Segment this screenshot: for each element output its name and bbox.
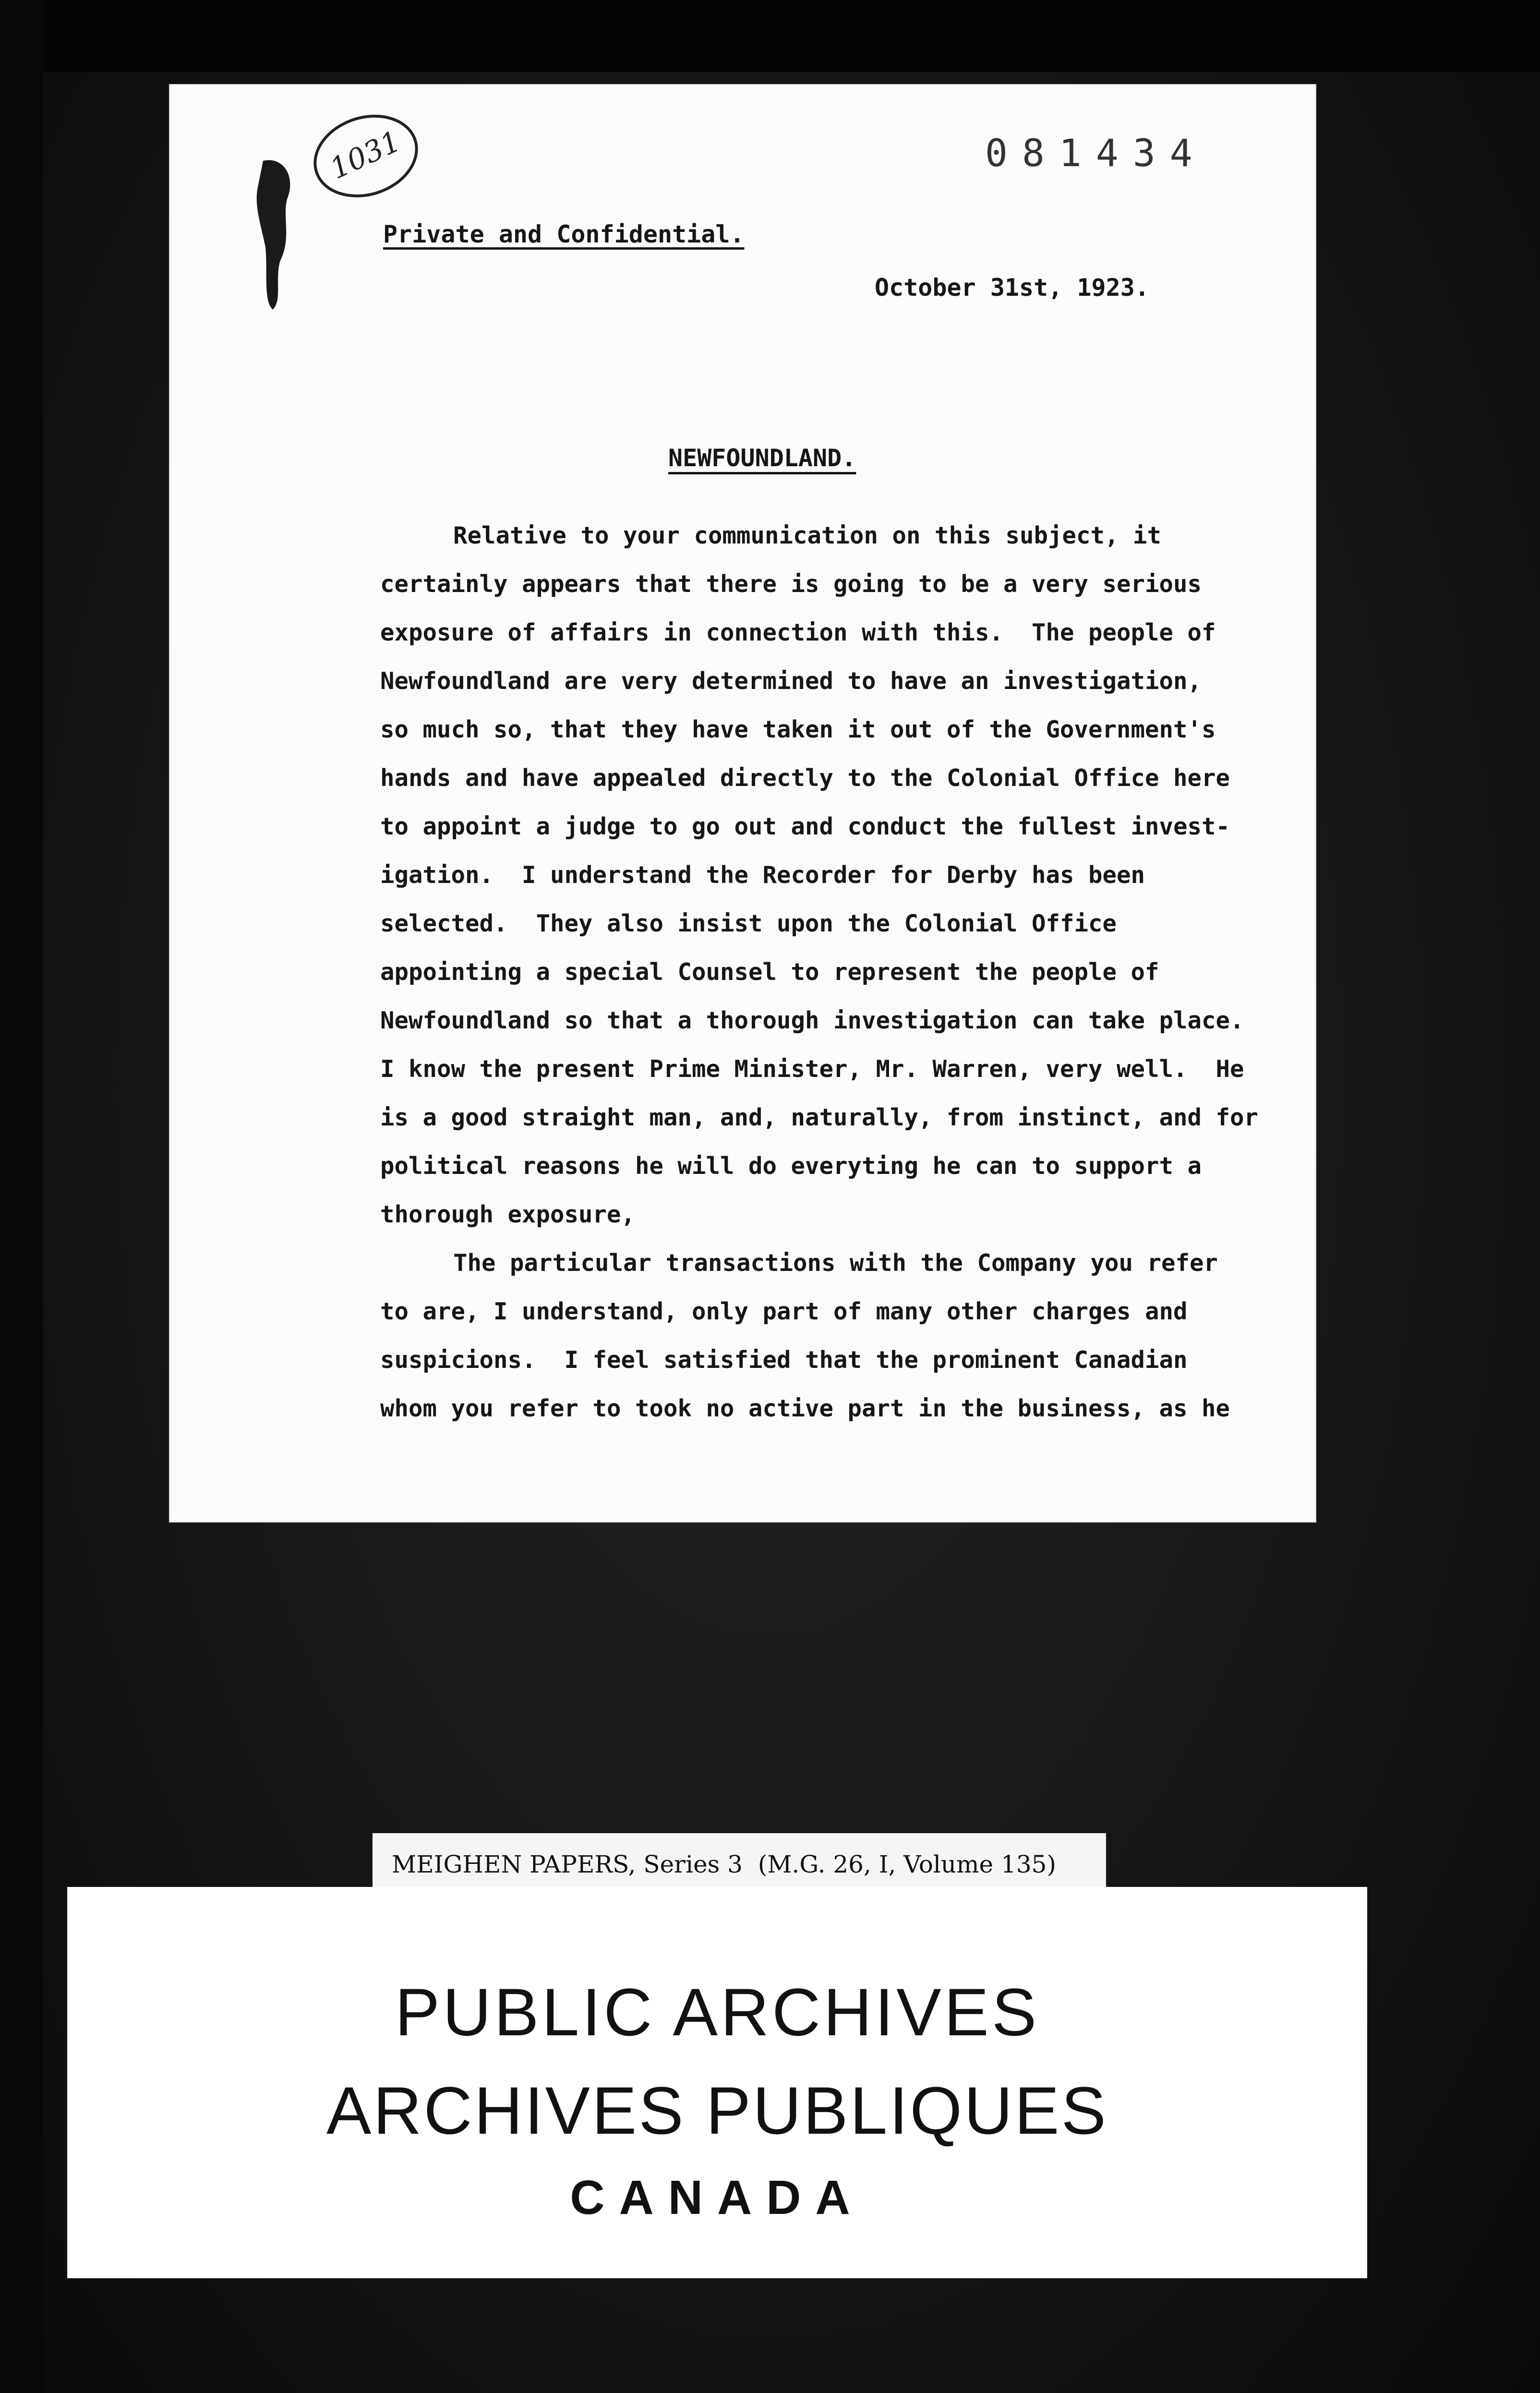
subject-heading: NEWFOUNDLAND. [668,444,856,472]
body-line: Newfoundland so that a thorough investigation can take place. [380,1007,1244,1034]
body-line: appointing a special Counsel to represent the people of [380,958,1159,986]
body-line: Relative to your communication on this subject, it [453,522,1162,549]
body-line: exposure of affairs in connection with this. The people of [380,619,1216,646]
body-line: selected. They also insist upon the Colonial Office [380,910,1117,937]
body-line: hands and have appealed directly to the Colonial Office here [380,764,1230,792]
body-line: The particular transactions with the Company you refer [453,1249,1218,1277]
folio-stamp-circle [306,108,426,204]
letter-date: October 31st, 1923. [875,274,1149,302]
body-line: to are, I understand, only part of many other charges and [380,1298,1188,1325]
archives-stamp [67,1887,1367,2278]
archives-country: CANADA [570,2171,865,2224]
body-line: thorough exposure, [380,1201,636,1228]
archives-title-fr: ARCHIVES PUBLIQUES [326,2073,1108,2148]
body-line: political reasons he will do everyting he can to support a [380,1152,1202,1180]
body-line: is a good straight man, and, naturally, from instinct, and for [380,1104,1259,1131]
body-line: certainly appears that there is going to be a very serious [380,570,1202,598]
letter-body [380,511,1316,1433]
collection-label-text: MEIGHEN PAPERS, Series 3 (M.G. 26, I, Volume 135) [392,1850,1056,1878]
body-line: igation. I understand the Recorder for Derby has been [380,861,1145,889]
body-line: I know the present Prime Minister, Mr. Warren, very well. He [380,1055,1244,1083]
film-border-left [0,0,43,2393]
folio-number: 1031 [325,124,406,186]
body-line: to appoint a judge to go out and conduct the fullest invest- [380,813,1230,840]
archives-title-en: PUBLIC ARCHIVES [395,1974,1040,2050]
body-line: Newfoundland are very determined to have an investigation, [380,667,1202,695]
ink-blot-mark [253,156,306,314]
film-border-top [0,0,1540,72]
letter-page [169,84,1316,1523]
body-line: suspicions. I feel satisfied that the prominent Canadian [380,1346,1188,1374]
body-line: so much so, that they have taken it out of the Government's [380,716,1216,743]
confidential-heading: Private and Confidential. [383,220,745,248]
document-number: 081434 [985,132,1207,175]
body-line: whom you refer to took no active part in the business, as he [380,1395,1230,1422]
